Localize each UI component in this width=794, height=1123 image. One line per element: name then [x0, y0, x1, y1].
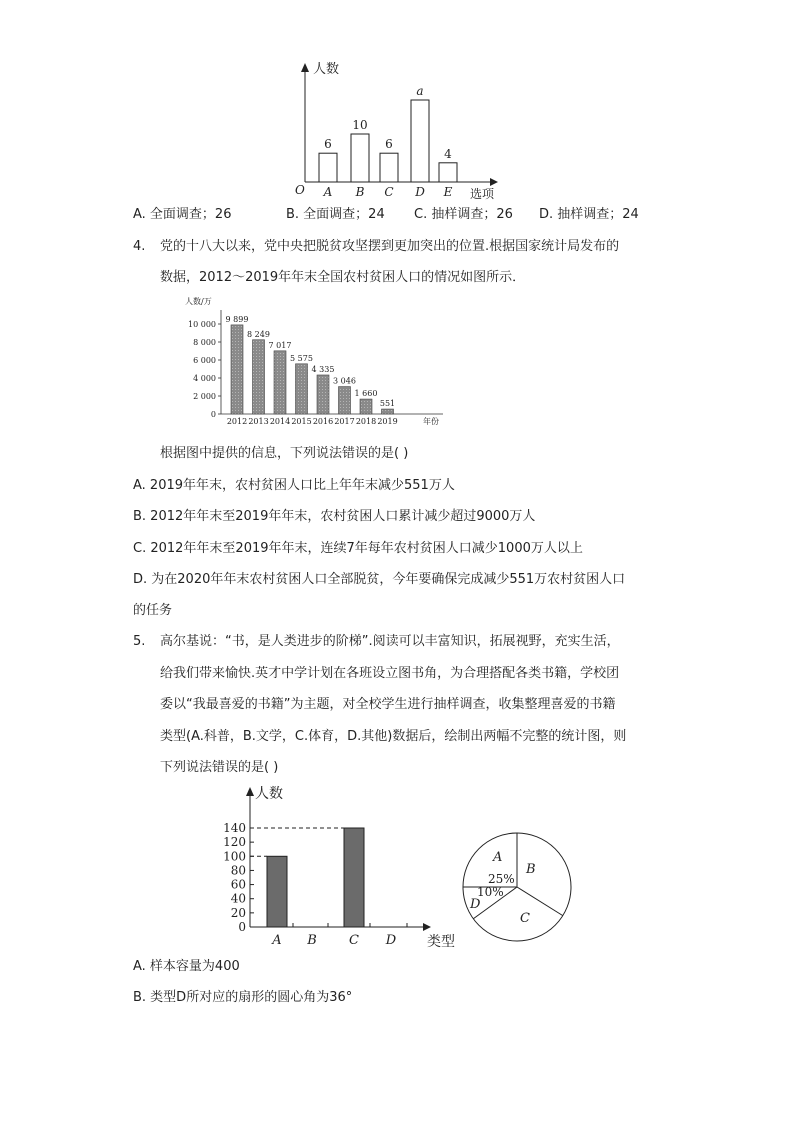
y-tick-label: 0 [238, 920, 246, 934]
bar-2012 [231, 325, 243, 414]
bar-2019 [382, 409, 394, 414]
q4-option-a[interactable]: A. 2019年年末，农村贫困人口比上年年末减少551万人 [133, 478, 455, 493]
bar-A [319, 153, 337, 182]
data-label-2018: 1 660 [354, 389, 378, 399]
origin-label: O [295, 183, 305, 197]
x-tick-label-2019: 2019 [377, 417, 398, 426]
slice-percent-D: 10% [477, 885, 504, 899]
slice-label-D: D [470, 897, 481, 912]
y-tick-label: 40 [230, 891, 246, 906]
slice-label-B: B [526, 862, 536, 877]
q4-option-c[interactable]: C. 2012年年末至2019年年末，连续7年每年农村贫困人口减少1000万人以上 [133, 541, 583, 556]
x-axis-arrow [423, 923, 431, 931]
data-label-B: 10 [352, 118, 368, 132]
x-tick-label-2013: 2013 [248, 417, 269, 426]
slice-percent-A: 25% [488, 872, 515, 886]
q4-option-d-line1[interactable]: D. 为在2020年年末农村贫困人口全部脱贫，今年要确保完成减少551万农村贫困人口 [133, 572, 626, 587]
x-axis-label: 类型 [427, 934, 455, 950]
q3-option-a[interactable]: A. 全面调查；26 [133, 207, 232, 222]
y-tick-label: 20 [230, 905, 246, 920]
data-label-2014: 7 017 [268, 340, 292, 350]
x-tick-label-2016: 2016 [312, 417, 334, 426]
q5-line4: 类型(A.科普，B.文学，C.体育，D.其他)数据后，绘制出两幅不完整的统计图，则 [160, 729, 627, 744]
bar-2014 [274, 351, 286, 414]
x-tick-label-C: C [349, 933, 359, 948]
q3-option-c[interactable]: C. 抽样调查；26 [414, 207, 513, 222]
q4-question: 根据图中提供的信息，下列说法错误的是( ) [160, 446, 409, 461]
q4-option-d-line2[interactable]: 的任务 [133, 603, 173, 618]
q3-option-b[interactable]: B. 全面调查；24 [286, 207, 385, 222]
y-tick-label: 120 [223, 835, 246, 850]
q4-bar-chart [175, 296, 450, 431]
q3-bar-chart [285, 58, 510, 203]
y-axis-arrow [301, 63, 309, 72]
bar-C [344, 828, 364, 927]
x-tick-label-2018: 2018 [355, 417, 377, 426]
data-label-C: 6 [385, 137, 393, 152]
x-axis-arrow [490, 178, 498, 186]
q5-pie-chart [455, 825, 580, 950]
q5-option-a[interactable]: A. 样本容量为400 [133, 959, 240, 974]
q5-line5: 下列说法错误的是( ) [160, 760, 279, 775]
q5-line2: 给我们带来愉快.英才中学计划在各班设立图书角，为合理搭配各类书籍，学校团 [160, 666, 620, 681]
x-tick-label-A: A [272, 933, 282, 948]
q5-line1: 高尔基说：“书，是人类进步的阶梯”.阅读可以丰富知识，拓展视野，充实生活， [160, 634, 620, 649]
y-tick-label: 140 [223, 821, 246, 835]
x-tick-label-D: D [385, 933, 397, 948]
y-axis-label: 人数/万 [185, 297, 212, 306]
q4-number: 4. [133, 239, 146, 254]
x-tick-label-2017: 2017 [334, 417, 355, 426]
bar-C [380, 153, 398, 182]
x-tick-label-A: A [323, 185, 333, 199]
x-axis-label: 年份 [423, 417, 439, 426]
x-tick-label-B: B [355, 185, 365, 199]
data-label-2019: 551 [379, 399, 396, 409]
y-tick-label: 60 [230, 877, 246, 892]
y-tick-label: 2 000 [193, 392, 216, 401]
x-tick-label-2012: 2012 [226, 417, 248, 426]
data-label-E: 4 [444, 146, 452, 161]
data-label-2012: 9 899 [225, 314, 249, 324]
bar-E [439, 163, 457, 182]
q5-line3: 委以“我最喜爱的书籍”为主题，对全校学生进行抽样调查，收集整理喜爱的书籍 [160, 697, 616, 712]
q4-stem-line1: 党的十八大以来，党中央把脱贫攻坚摆到更加突出的位置.根据国家统计局发布的 [160, 239, 620, 254]
y-axis-arrow [246, 787, 254, 796]
q4-option-b[interactable]: B. 2012年年末至2019年年末，农村贫困人口累计减少超过9000万人 [133, 509, 536, 524]
x-tick-label-E: E [443, 185, 453, 199]
x-tick-label-2014: 2014 [269, 417, 291, 426]
bar-D [411, 100, 429, 182]
x-tick-label-2015: 2015 [291, 417, 312, 426]
y-tick-label: 8 000 [193, 338, 216, 347]
data-label-2013: 8 249 [247, 329, 270, 339]
y-axis-label: 人数 [255, 786, 283, 802]
data-label-D: a [416, 84, 424, 98]
q5-number: 5. [133, 634, 146, 649]
slice-label-C: C [520, 911, 530, 926]
data-label-2015: 5 575 [290, 353, 313, 363]
y-tick-label: 6 000 [193, 356, 216, 365]
y-tick-label: 100 [223, 849, 246, 864]
x-axis-label: 选项 [470, 187, 495, 201]
data-label-2016: 4 335 [311, 364, 335, 374]
q5-option-b[interactable]: B. 类型D所对应的扇形的圆心角为36° [133, 990, 353, 1005]
slice-label-A: A [493, 850, 503, 865]
x-tick-label-B: B [307, 933, 317, 948]
x-tick-label-C: C [384, 185, 394, 199]
bar-B [351, 134, 369, 182]
bar-2016 [317, 375, 329, 414]
bar-A [267, 856, 287, 927]
y-axis-label: 人数 [313, 62, 340, 77]
q3-option-d[interactable]: D. 抽样调查；24 [539, 207, 639, 222]
x-tick-label-D: D [415, 185, 425, 199]
y-tick-label: 80 [230, 863, 246, 878]
bar-2018 [360, 399, 372, 414]
bar-2015 [296, 364, 308, 414]
q5-bar-chart [215, 782, 465, 952]
y-tick-label: 0 [210, 410, 216, 419]
y-tick-label: 10 000 [188, 320, 216, 329]
bar-2013 [253, 340, 265, 414]
q4-stem-line2: 数据，2012～2019年年末全国农村贫困人口的情况如图所示． [160, 270, 526, 285]
data-label-A: 6 [324, 137, 332, 152]
bar-2017 [339, 387, 351, 414]
data-label-2017: 3 046 [333, 376, 356, 386]
y-tick-label: 4 000 [193, 374, 216, 383]
